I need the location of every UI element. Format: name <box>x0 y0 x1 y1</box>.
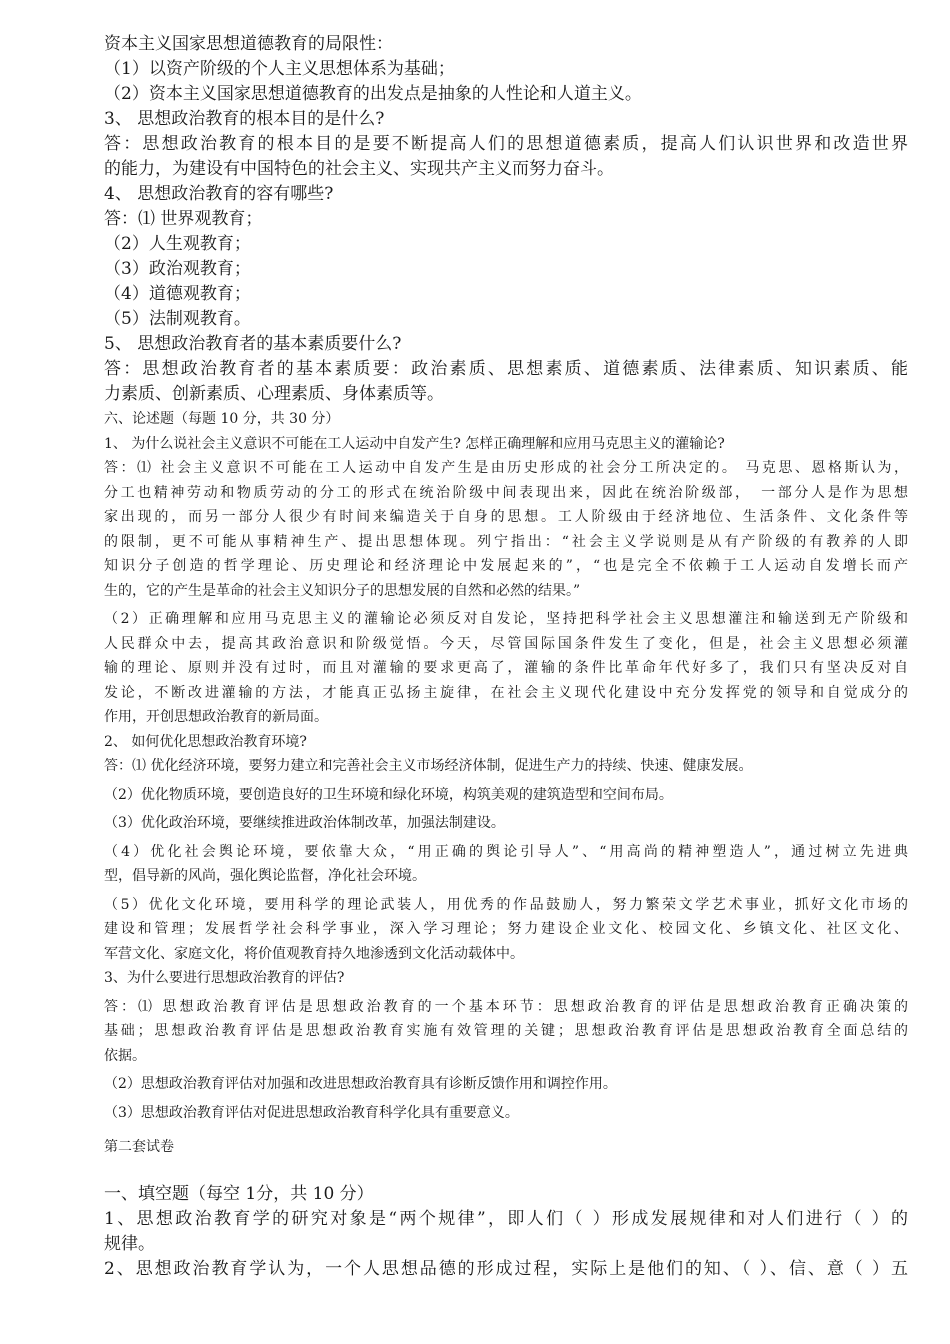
essay-question-2: 2、 如何优化思想政治教育环境? <box>104 733 307 750</box>
text-line: 型，倡导新的风尚，强化舆论监督，净化社会环境。 <box>104 868 426 884</box>
text-line: （2）资本主义国家思想道德教育的出发点是抽象的人性论和人道主义。 <box>104 84 642 104</box>
exam-set-title: 第二套试卷 <box>104 1139 174 1155</box>
text-line: 军营文化、家庭文化，将价值观教育持久地渗透到文化活动载体中。 <box>104 945 524 962</box>
text-line: 力素质、创新素质、心理素质、身体素质等。 <box>104 384 444 404</box>
text-line: 作用，开创思想政治教育的新局面。 <box>104 709 328 725</box>
text-line: 资本主义国家思想道德教育的局限性： <box>104 34 393 54</box>
question-5: 5、 思想政治教育者的基本素质要什么? <box>104 334 402 354</box>
answer-paragraph <box>104 783 908 808</box>
text-line: 答：思想政治教育者的基本素质要：政治素质、思想素质、道德素质、法律素质、知识素质、能 <box>104 359 908 379</box>
text-line: （2）正确理解和应用马克思主义的灌输论必须反对自发论，坚持把科学社会主义思想灌注和输送到无产阶级和 <box>104 611 908 627</box>
text-line: （4）道德观教育； <box>104 284 251 304</box>
text-line: （2）优化物质环境，要创造良好的卫生环境和绿化环境，构筑美观的建筑造型和空间布局。 <box>104 786 673 803</box>
text-line: 答：⑴ 社会主义意识不可能在工人运动中自发产生是由历史形成的社会分工所决定的。 马克思、恩格斯认为， <box>104 460 908 476</box>
text-line: 答：⑴ 世界观教育； <box>104 209 263 229</box>
answer-paragraph <box>104 995 908 1069</box>
text-line: 规律。 <box>104 1233 155 1254</box>
text-line: （1）以资产阶级的个人主义思想体系为基础； <box>104 59 455 79</box>
answer-paragraph <box>104 754 908 779</box>
text-line: 依据。 <box>104 1047 146 1064</box>
text-line: （2）人生观教育； <box>104 234 251 254</box>
text-line: 知识分子创造的哲学理论、历史理论和经济理论中发展起来的”，“也是完全不依赖于工人运动自发增长而产 <box>104 558 908 574</box>
text-line: 建设和管理；发展哲学社会科学事业，深入学习理论；努力建设企业文化、校园文化、乡镇文化、社区文化、 <box>104 921 908 937</box>
question-3: 3、 思想政治教育的根本目的是什么? <box>104 109 385 129</box>
text-line: 分工也精神劳动和物质劳动的分工的形式在统治阶级中间表现出来，因此在统治阶级部， 一部分人是作为思想 <box>104 484 908 501</box>
text-line: 答：⑴ 优化经济环境，要努力建立和完善社会主义市场经济体制，促进生产力的持续、快速、健康发展。 <box>104 758 753 774</box>
text-line: （3）思想政治教育评估对促进思想政治教育科学化具有重要意义。 <box>104 1104 519 1121</box>
text-line: 答：思想政治教育的根本目的是要不断提高人们的思想道德素质，提高人们认识世界和改造世界 <box>104 134 908 154</box>
essay-question-1: 1、 为什么说社会主义意识不可能在工人运动中自发产生? 怎样正确理解和应用马克思主义的灌输论? <box>104 435 725 452</box>
question-4: 4、 思想政治教育的容有哪些? <box>104 184 334 204</box>
text-line: 发论，不断改进灌输的方法，才能真正弘扬主旋律，在社会主义现代化建设中充分发挥党的领导和自觉成分的 <box>104 684 908 701</box>
text-line: 基础；思想政治教育评估是思想政治教育实施有效管理的关键；思想政治教育评估是思想政治教育全面总结的 <box>104 1023 908 1039</box>
text-line: （5）法制观教育。 <box>104 309 251 329</box>
text-line: 生的，它的产生是革命的社会主义知识分子的思想发展的自然和必然的结果。” <box>104 582 581 599</box>
answer-paragraph <box>104 607 908 730</box>
answer-paragraph <box>104 1101 908 1126</box>
document-page <box>104 32 908 1282</box>
section-answers-part1 <box>104 32 908 407</box>
section-heading: 六、论述题（每题 10 分，共 30 分） <box>104 411 340 427</box>
essay-question-3: 3、为什么要进行思想政治教育的评估? <box>104 970 345 986</box>
fill-question-1: 1、思想政治教育学的研究对象是“两个规律”，即人们（ ）形成发展规律和对人们进行（ ）的 <box>104 1208 908 1229</box>
text-line: （3）优化政治环境，要继续推进政治体制改革，加强法制建设。 <box>104 815 505 831</box>
text-line: 人民群众中去，提高其政治意识和阶级觉悟。今天，尽管国际国条件发生了变化，但是，社会主义思想必须灌 <box>104 635 908 652</box>
answer-paragraph <box>104 456 908 603</box>
answer-paragraph <box>104 840 908 889</box>
text-line: 答：⑴ 思想政治教育评估是思想政治教育的一个基本环节：思想政治教育的评估是思想政治教育正确决策的 <box>104 998 908 1015</box>
text-line: 的能力，为建设有中国特色的社会主义、实现共产主义而努力奋斗。 <box>104 159 614 179</box>
text-line: （4）优化社会舆论环境，要依靠大众，“用正确的舆论引导人”、“用高尚的精神塑造人”，通过树立先进典 <box>104 843 908 860</box>
answer-paragraph <box>104 811 908 836</box>
text-line: 输的理论、原则并没有过时，而且对灌输的要求更高了，灌输的条件比革命年代好多了，我们只有坚决反对自 <box>104 660 908 676</box>
answer-paragraph <box>104 893 908 967</box>
fill-question-2: 2、思想政治教育学认为，一个人思想品德的形成过程，实际上是他们的知、（ ）、信、意（ ）五 <box>104 1258 908 1279</box>
section-essay <box>104 407 908 1160</box>
text-line: （2）思想政治教育评估对加强和改进思想政治教育具有诊断反馈作用和调控作用。 <box>104 1076 617 1092</box>
answer-paragraph <box>104 1072 908 1097</box>
section-fill-in <box>104 1182 908 1282</box>
text-line: 家出现的，而另一部分人很少有时间来编造关于自身的思想。工人阶级由于经济地位、生活条件、文化条件等 <box>104 509 908 525</box>
text-line: 的限制，更不可能从事精神生产、提出思想体现。列宁指出：“社会主义学说则是从有产阶级的有教养的人即 <box>104 533 908 550</box>
section-heading: 一、填空题（每空 1分，共 10 分） <box>104 1183 374 1204</box>
text-line: （5）优化文化环境，要用科学的理论武装人，用优秀的作品鼓励人，努力繁荣文学艺术事业，抓好文化市场的 <box>104 896 908 913</box>
text-line: （3）政治观教育； <box>104 259 251 279</box>
